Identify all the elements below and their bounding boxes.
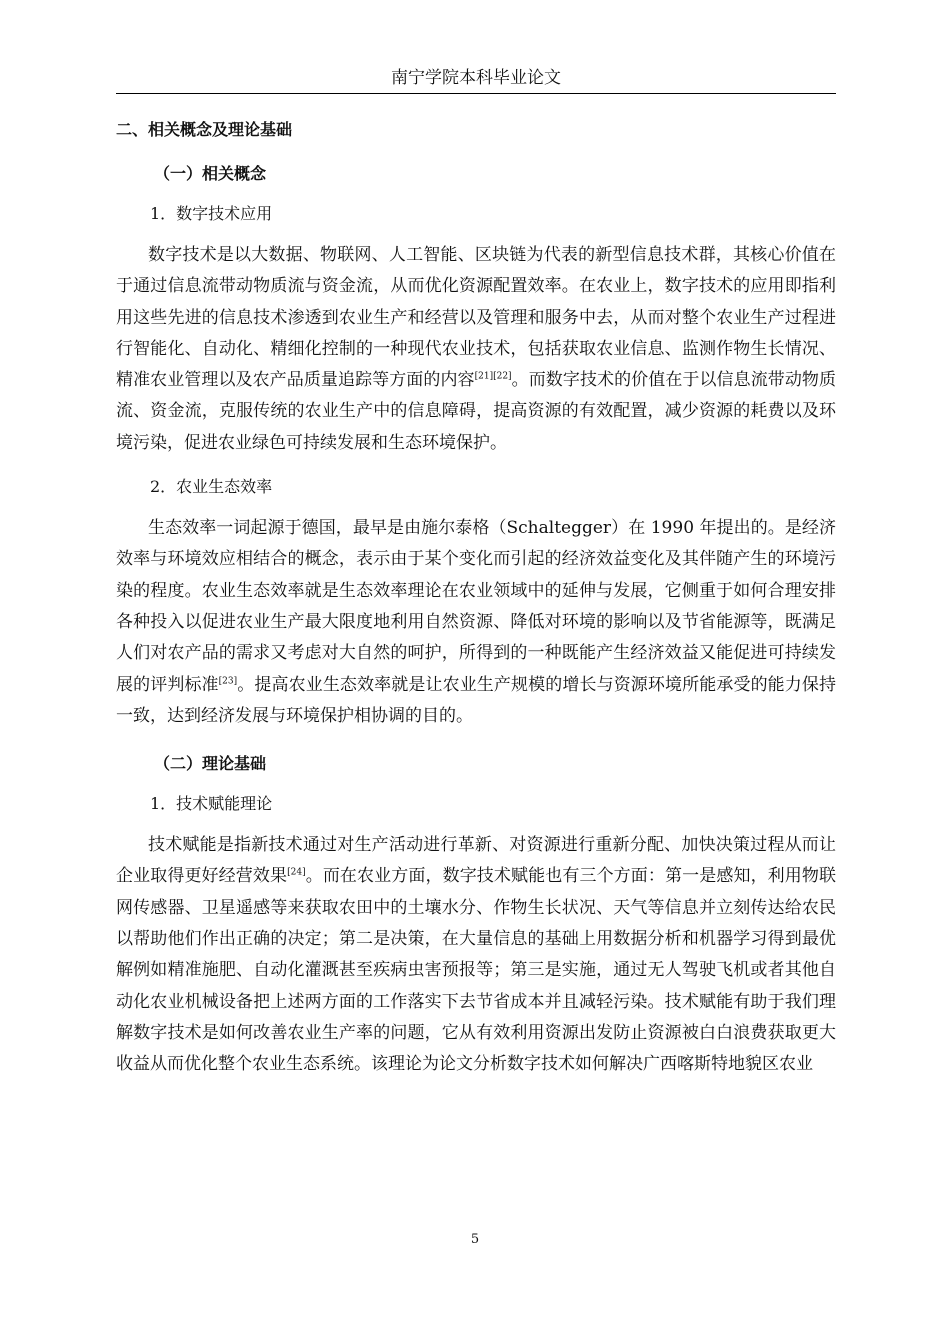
paragraph-eco-efficiency — [116, 513, 836, 732]
subsection-heading-theory: （二）理论基础 — [154, 754, 267, 774]
paragraph-digital-tech — [116, 240, 836, 459]
subsection-heading-related-concepts: （一）相关概念 — [154, 164, 267, 183]
paragraph-text: 技术赋能是指新技术通过对生产活动进行革新、对资源进行重新分配、加快决策过程从而让企业取得更好经营效果 — [116, 835, 836, 887]
citation-ref: [23] — [218, 675, 238, 686]
page-header: 南宁学院本科毕业论文 — [116, 66, 836, 94]
paragraph-text: 。而数字技术的价值在于以信息流带动物质流、资金流，克服传统的农业生产中的信息障碍，提高资源的有效配置，减少资源的耗费以及环境污染，促进农业绿色可持续发展和生态环境保护。 — [116, 370, 837, 453]
paragraph-text: 数字技术是以大数据、物联网、人工智能、区块链为代表的新型信息技术群，其核心价值在于通过信息流带动物质流与资金流，从而优化资源配置效率。在农业上，数字技术的应用即指利用这些先进的信息技术渗透到农业生产和经营以及管理和服务中去，从而对整个农业生产过程进行智能化、自动化、精细化控制的一种现代农业技术，包括获取农业信息、监测作物生长情况、精准农业管理以及农产品质量追踪等方面的内容 — [116, 245, 836, 391]
paragraph-tech-empowerment — [116, 830, 836, 1080]
paragraph-text: 。提高农业生态效率就是让农业生产规模的增长与资源环境所能承受的能力保持一致，达到经济发展与环境保护相协调的目的。 — [116, 674, 837, 726]
section-heading: 二、相关概念及理论基础 — [116, 120, 293, 139]
page-body — [116, 112, 836, 1081]
page-number: 5 — [470, 1232, 480, 1247]
item-heading-eco-efficiency: 2．农业生态效率 — [150, 477, 273, 497]
citation-ref: [24] — [287, 867, 306, 878]
paragraph-text: 生态效率一词起源于德国，最早是由施尔泰格（Schaltegger）在 1990 年提出的。是经济效率与环境效应相结合的概念，表示由于某个变化而引起的经济效益变化及其伴随产生的环境污染的程度。农业生态效率就是生态效率理论在农业领域中的延伸与发展，它侧重于如何合理安排各种投入以促进农业生产最大限度地利用自然资源、降低对环境的影响以及节省能源等，既满足人们对农产品的需求又考虑对大自然的呵护，所得到的一种既能产生经济效益又能促进可持续发展的评判标准 — [116, 518, 836, 695]
citation-ref: [21][22] — [474, 371, 512, 382]
paragraph-text: 。而在农业方面，数字技术赋能也有三个方面：第一是感知，利用物联网传感器、卫星遥感等来获取农田中的土壤水分、作物生长状况、天气等信息并立刻传达给农民以帮助他们作出正确的决定；第二是决策，在大量信息的基础上用数据分析和机器学习得到最优解例如精准施肥、自动化灌溉甚至疾病虫害预报等；第三是实施，通过无人驾驶飞机或者其他自动化农业机械设备把上述两方面的工作落实下去节省成本并且减轻污染。技术赋能有助于我们理解数字技术是如何改善农业生产率的问题，它从有效利用资源出发防止资源被白白浪费获取更大收益从而优化整个农业生态系统。该理论为论文分析数字技术如何解决广西喀斯特地貌区农业 — [116, 866, 837, 1075]
item-heading-digital-tech: 1．数字技术应用 — [150, 204, 273, 223]
item-heading-tech-empowerment: 1．技术赋能理论 — [150, 794, 273, 814]
